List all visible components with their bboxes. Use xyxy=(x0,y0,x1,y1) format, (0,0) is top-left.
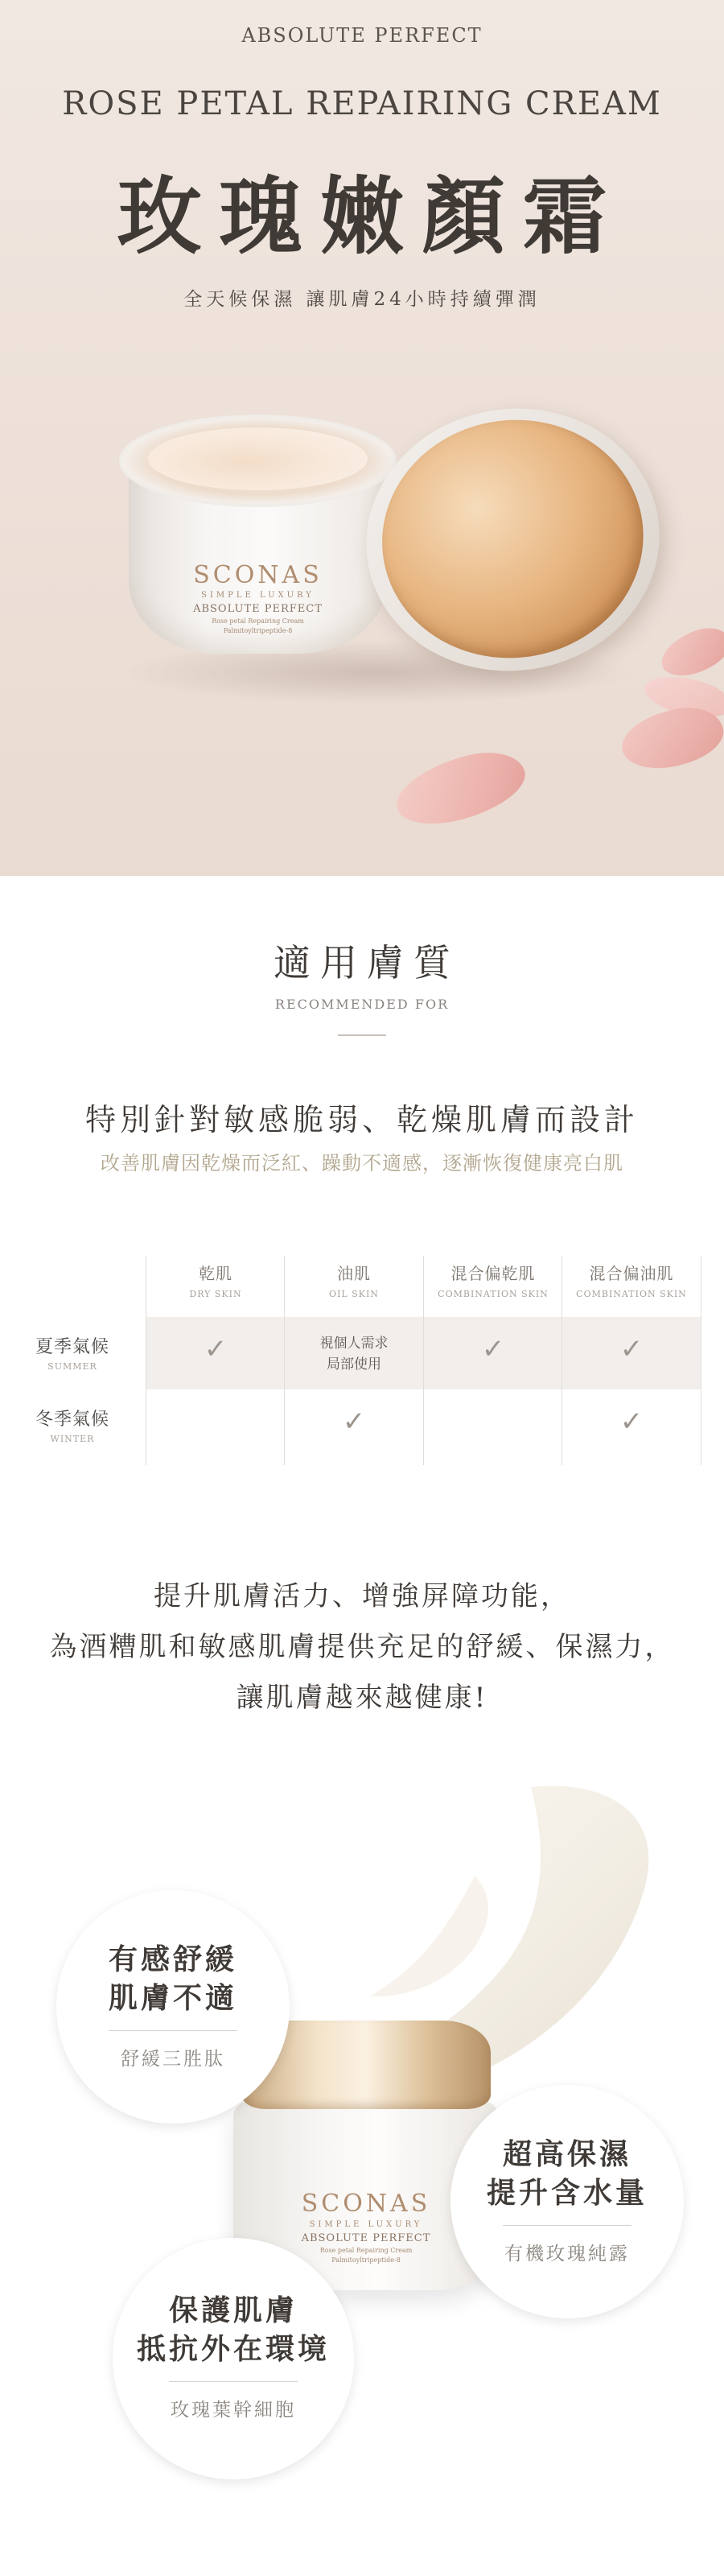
gold-lid-top xyxy=(367,403,659,675)
jar-label-line: SIMPLE LUXURY xyxy=(201,591,315,600)
jar-label-line: ABSOLUTE PERFECT xyxy=(193,603,323,615)
feature-divider xyxy=(503,2225,631,2226)
jar-brand-logo: SCONAS xyxy=(193,561,323,589)
check-icon: ✓ xyxy=(342,1406,366,1438)
benefit-line: 讓肌膚越來越健康! xyxy=(236,1682,488,1714)
cream-jar-image xyxy=(119,415,397,656)
feature-title: 抵抗外在環境 xyxy=(136,2332,330,2366)
jar-label-line: Rose petal Repairing Cream xyxy=(319,2247,413,2254)
check-icon: ✓ xyxy=(204,1333,228,1365)
section-subtitle: RECOMMENDED FOR xyxy=(274,997,450,1012)
feature-title: 肌膚不適 xyxy=(108,1981,237,2015)
feature-title: 有感舒緩 xyxy=(108,1942,237,1976)
rose-petal xyxy=(655,621,724,683)
feature-ingredient: 舒緩三胜肽 xyxy=(121,2049,225,2070)
jar-label-line: Palmitoyltripeptide-8 xyxy=(331,2256,401,2264)
column-header-oil: 油肌 OIL SKIN xyxy=(329,1264,379,1299)
cream-surface xyxy=(148,427,368,490)
summer-oil-note: 視個人需求 局部使用 xyxy=(319,1335,389,1373)
benefit-line: 提升肌膚活力、增強屏障功能， xyxy=(154,1580,570,1612)
check-icon: ✓ xyxy=(619,1333,644,1365)
skin-type-table xyxy=(0,1256,724,1465)
feature-title: 保護肌膚 xyxy=(168,2293,298,2327)
check-icon: ✓ xyxy=(481,1333,505,1365)
brand-line: ABSOLUTE PERFECT xyxy=(241,24,483,47)
column-header-combo-oil: 混合偏油肌 COMBINATION SKIN xyxy=(576,1264,687,1299)
jar-label-line: ABSOLUTE PERFECT xyxy=(301,2232,431,2244)
column-header-combo-dry: 混合偏乾肌 COMBINATION SKIN xyxy=(438,1264,549,1299)
product-name-en: ROSE PETAL REPAIRING CREAM xyxy=(62,85,662,122)
feature-circle-soothing xyxy=(56,1890,290,2124)
column-header-dry: 乾肌 DRY SKIN xyxy=(189,1264,242,1299)
section-title: 適用膚質 xyxy=(274,941,460,985)
product-name-zh: 玫瑰嫩顏霜 xyxy=(117,167,624,266)
feature-divider xyxy=(169,2381,298,2382)
jar-label-line: Palmitoyltripeptide-8 xyxy=(223,627,293,634)
jar-label-line: SIMPLE LUXURY xyxy=(309,2220,423,2229)
feature-divider xyxy=(109,2030,237,2031)
row-header-winter: 冬季氣候 WINTER xyxy=(35,1410,109,1444)
jar-brand-logo: SCONAS xyxy=(301,2190,431,2218)
section-divider xyxy=(338,1034,386,1036)
rose-petal xyxy=(617,701,724,774)
check-icon: ✓ xyxy=(619,1406,644,1438)
feature-ingredient: 玫瑰葉幹細胞 xyxy=(171,2400,296,2421)
benefit-line: 為酒糟肌和敏感肌膚提供充足的舒緩、保濕力， xyxy=(49,1631,675,1663)
feature-circle-protection xyxy=(113,2238,354,2479)
hero-banner xyxy=(0,0,724,876)
skin-headline: 特別針對敏感脆弱、乾燥肌膚而設計 xyxy=(84,1102,639,1137)
row-header-summer: 夏季氣候 SUMMER xyxy=(35,1337,109,1372)
skin-subline: 改善肌膚因乾燥而泛紅、躁動不適感，逐漸恢復健康亮白肌 xyxy=(101,1152,623,1174)
rose-petal xyxy=(389,742,533,835)
jar-label-line: Rose petal Repairing Cream xyxy=(212,617,304,625)
feature-title: 提升含水量 xyxy=(486,2176,648,2210)
feature-ingredient: 有機玫瑰純露 xyxy=(504,2244,630,2264)
tagline: 全天候保濕 讓肌膚24小時持續彈潤 xyxy=(183,289,541,310)
feature-title: 超高保濕 xyxy=(502,2137,631,2171)
feature-circle-moisture xyxy=(450,2085,684,2318)
